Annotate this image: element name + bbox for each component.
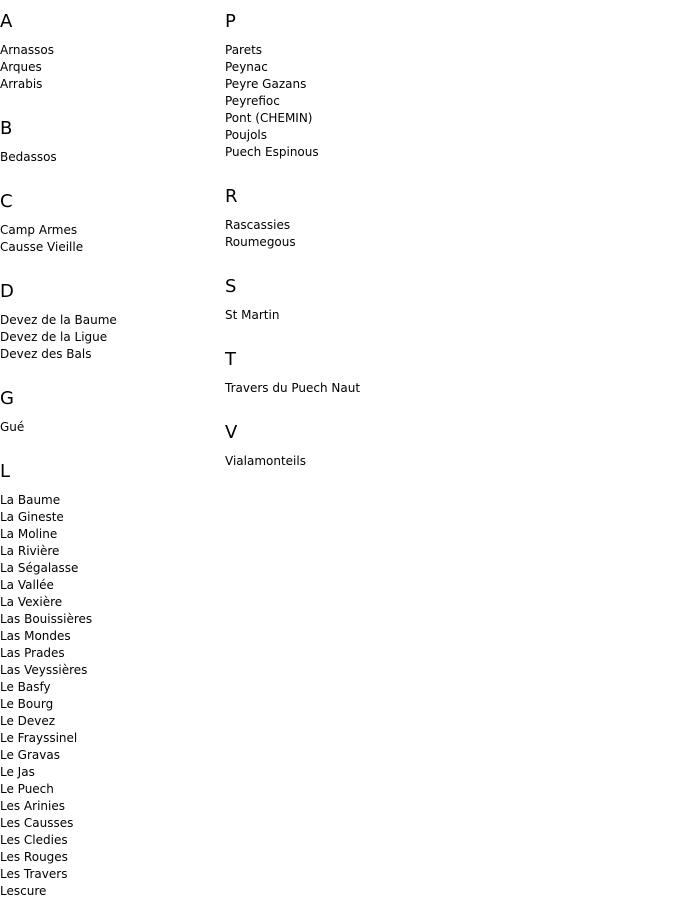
place-name-entry: Devez des Bals — [0, 347, 92, 361]
section-letter-heading: P — [225, 11, 236, 32]
place-name-entry: Parets — [225, 43, 263, 57]
place-name-entry: Las Prades — [0, 646, 65, 660]
index-section-b — [0, 119, 225, 166]
place-name-entry: Arrabis — [0, 77, 43, 91]
place-name-entry: Camp Armes — [0, 223, 78, 237]
place-name-list — [0, 312, 225, 363]
index-section-l — [0, 462, 225, 900]
section-letter-heading: D — [0, 281, 14, 302]
section-letter-heading: V — [225, 422, 238, 443]
place-name-entry: Puech Espinous — [225, 145, 319, 159]
place-name-entry: La Vallée — [0, 578, 54, 592]
place-name-list — [225, 307, 675, 324]
place-name-list — [225, 217, 675, 251]
place-name-entry: Bedassos — [0, 150, 57, 164]
section-letter-heading: C — [0, 191, 13, 212]
place-name-entry: Rascassies — [225, 218, 291, 232]
place-name-list — [0, 42, 225, 93]
place-name-entry: Las Bouissières — [0, 612, 93, 626]
place-name-list — [0, 222, 225, 256]
place-name-entry: La Moline — [0, 527, 58, 541]
place-name-entry: Les Rouges — [0, 850, 68, 864]
place-name-entry: Le Bourg — [0, 697, 54, 711]
right-index-column — [225, 0, 675, 470]
place-name-entry: Peyrefioc — [225, 94, 280, 108]
place-name-entry: Vialamonteils — [225, 454, 306, 468]
place-name-list — [0, 492, 225, 900]
left-index-column — [0, 0, 225, 900]
place-name-entry: Les Causses — [0, 816, 74, 830]
place-name-entry: Le Basfy — [0, 680, 51, 694]
index-section-d — [0, 282, 225, 363]
place-name-entry: La Gineste — [0, 510, 64, 524]
section-letter-heading: S — [225, 276, 237, 297]
place-name-entry: Poujols — [225, 128, 268, 142]
index-section-a — [0, 12, 225, 93]
place-name-entry: Le Gravas — [0, 748, 60, 762]
place-name-entry: Travers du Puech Naut — [225, 381, 361, 395]
place-name-entry: Le Jas — [0, 765, 35, 779]
place-name-entry: Devez de la Baume — [0, 313, 117, 327]
section-letter-heading: T — [225, 349, 236, 370]
place-name-entry: Arnassos — [0, 43, 54, 57]
place-name-entry: St Martin — [225, 308, 280, 322]
place-name-entry: La Baume — [0, 493, 61, 507]
place-name-entry: Les Travers — [0, 867, 68, 881]
place-name-entry: La Ségalasse — [0, 561, 79, 575]
place-name-list — [0, 149, 225, 166]
index-section-p — [225, 12, 675, 161]
place-name-entry: Gué — [0, 420, 25, 434]
place-name-list — [225, 42, 675, 161]
place-name-entry: La Vexière — [0, 595, 63, 609]
place-name-entry: Arques — [0, 60, 42, 74]
place-name-entry: Le Puech — [0, 782, 54, 796]
place-name-list — [225, 453, 675, 470]
place-name-entry: Peynac — [225, 60, 268, 74]
section-letter-heading: R — [225, 186, 238, 207]
place-name-list — [225, 380, 675, 397]
place-name-entry: Les Arinies — [0, 799, 65, 813]
place-name-entry: Las Veyssières — [0, 663, 88, 677]
place-name-entry: Pont (CHEMIN) — [225, 111, 313, 125]
index-section-g — [0, 389, 225, 436]
section-letter-heading: A — [0, 11, 13, 32]
index-section-v — [225, 423, 675, 470]
index-section-s — [225, 277, 675, 324]
place-name-entry: Les Cledies — [0, 833, 68, 847]
section-letter-heading: B — [0, 118, 13, 139]
place-name-entry: Peyre Gazans — [225, 77, 307, 91]
place-name-entry: Roumegous — [225, 235, 296, 249]
section-letter-heading: L — [0, 461, 11, 482]
place-name-list — [0, 419, 225, 436]
place-name-entry: Las Mondes — [0, 629, 71, 643]
place-name-entry: La Rivière — [0, 544, 60, 558]
index-section-c — [0, 192, 225, 256]
index-section-t — [225, 350, 675, 397]
place-name-entry: Causse Vieille — [0, 240, 84, 254]
place-name-entry: Devez de la Ligue — [0, 330, 108, 344]
place-name-entry: Le Devez — [0, 714, 56, 728]
place-name-entry: Lescure — [0, 884, 47, 898]
place-name-entry: Le Frayssinel — [0, 731, 78, 745]
index-section-r — [225, 187, 675, 251]
section-letter-heading: G — [0, 388, 14, 409]
